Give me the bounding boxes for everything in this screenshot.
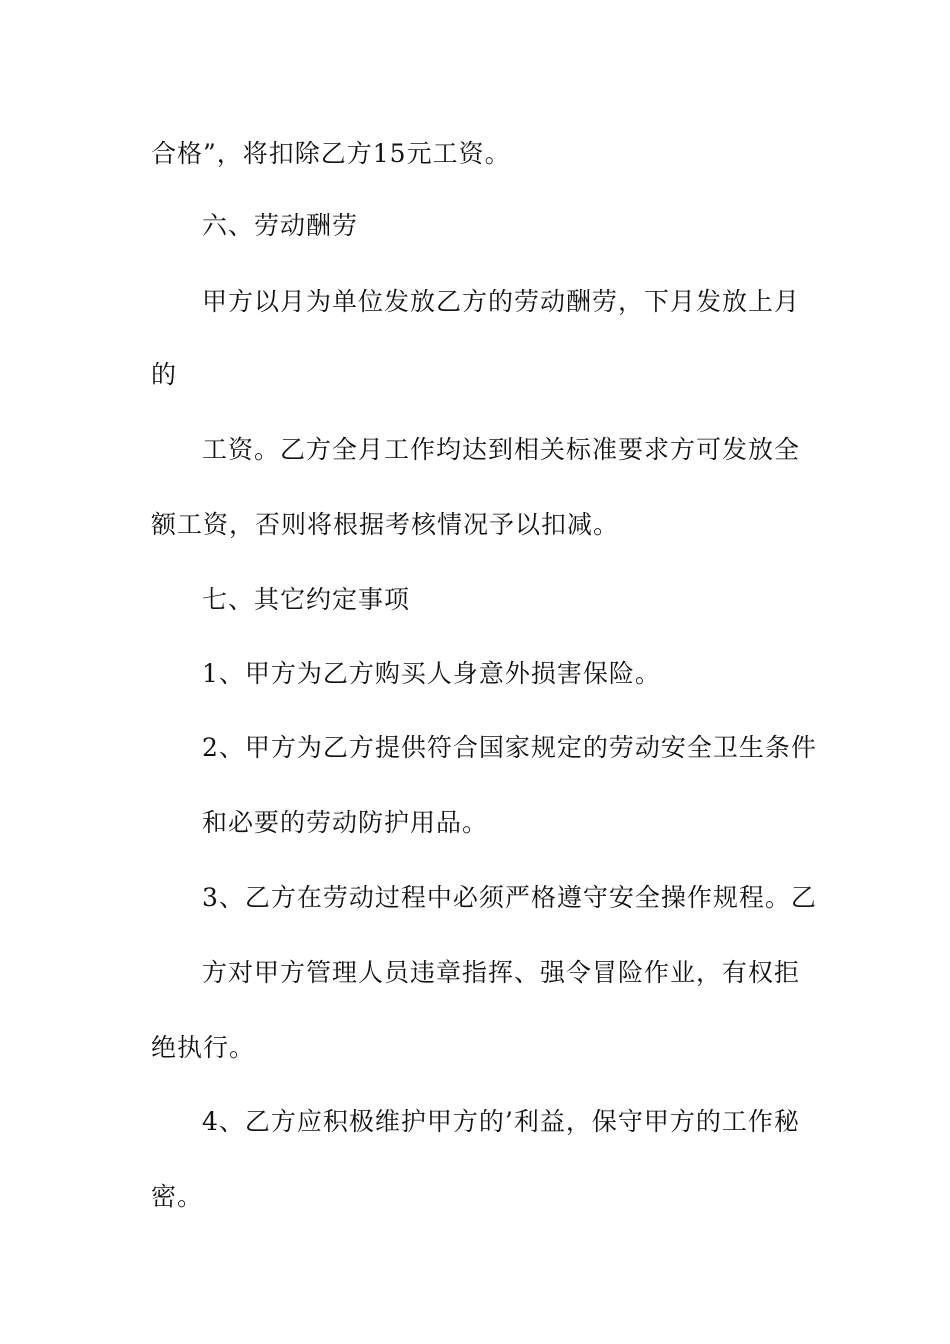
- section-heading: 六、劳动酬劳: [202, 211, 359, 240]
- text-line: 额工资，否则将根据考核情况予以扣减。: [151, 510, 620, 539]
- list-item: 4、乙方应积极维护甲方的’利益，保守甲方的工作秘: [202, 1107, 800, 1136]
- list-item: 2、甲方为乙方提供符合国家规定的劳动安全卫生条件: [202, 733, 817, 762]
- text-line: 的: [151, 360, 178, 389]
- section-heading: 七、其它约定事项: [202, 585, 411, 614]
- text-line: 方对甲方管理人员违章指挥、强令冒险作业，有权拒: [202, 958, 801, 987]
- list-item: 3、乙方在劳动过程中必须严格遵守安全操作规程。乙: [202, 883, 817, 912]
- text-line: 甲方以月为单位发放乙方的劳动酬劳，下月发放上月: [202, 287, 801, 316]
- text-line: 绝执行。: [151, 1033, 256, 1062]
- list-item: 1、甲方为乙方购买人身意外损害保险。: [202, 659, 661, 688]
- text-line: 合格”，将扣除乙方15元工资。: [151, 139, 511, 168]
- text-line: 工资。乙方全月工作均达到相关标准要求方可发放全: [202, 435, 801, 464]
- text-line: 和必要的劳动防护用品。: [202, 808, 489, 837]
- text-line: 密。: [151, 1182, 204, 1211]
